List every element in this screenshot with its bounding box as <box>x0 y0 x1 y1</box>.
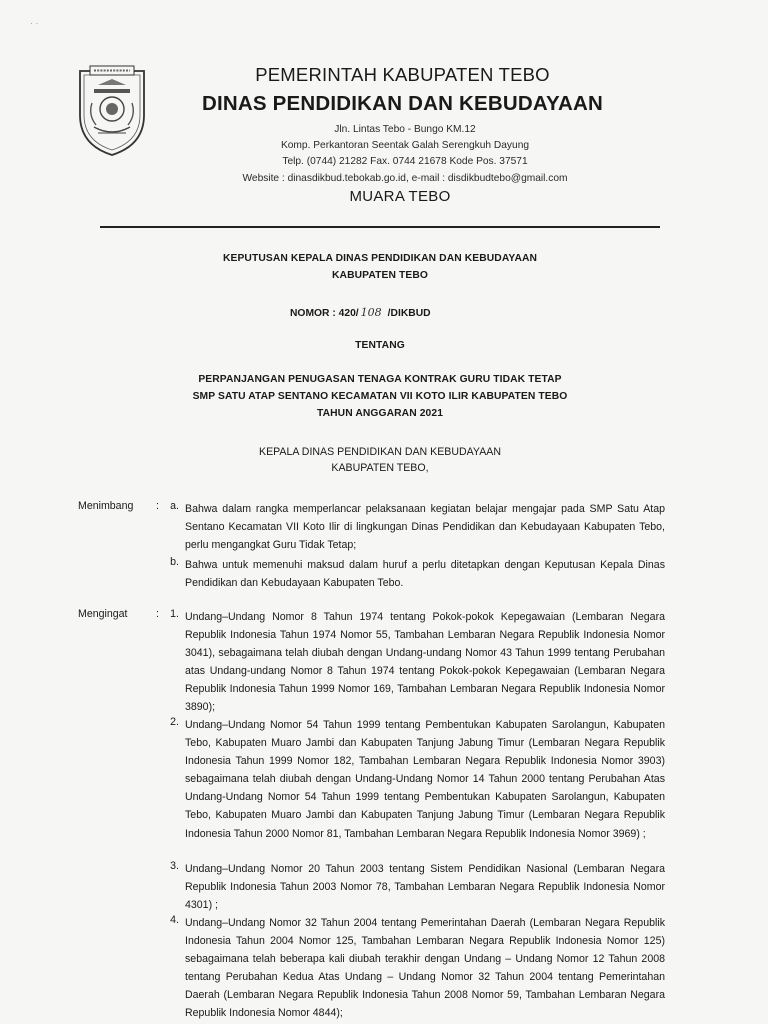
authority-line-1: KEPALA DINAS PENDIDIKAN DAN KEBUDAYAAN <box>259 446 501 458</box>
mengingat-item-num: 1. <box>170 608 179 620</box>
mengingat-item-text: Undang–Undang Nomor 8 Tahun 1974 tentang Pokok-pokok Kepegawaian (Lembaran Negara Republik Indonesia Tahun 1974 Nomor 55, Tambahan Lembaran Negara Republik Indonesia Nomor 3041), sebagaimana telah diubah dengan Undang-undang Nomor 43 Tahun 1999 tentang Perubahan atas Undang-undang Nomor 8 Tahun 1974 tentang Pokok-pokok Kepegawaian (Lembaran Negara Republik Indonesia Tahun 1999 Nomor 169, Tambahan Lembaran Negara Republik Indonesia Nomor 3890); <box>185 611 665 714</box>
decree-title-line-2: KABUPATEN TEBO <box>332 270 428 281</box>
office-name: DINAS PENDIDIKAN DAN KEBUDAYAAN <box>201 92 604 115</box>
menimbang-item-text: Bahwa dalam rangka memperlancar pelaksanaan kegiatan belajar mengajar pada SMP Satu Atap Sentano Kecamatan VII Koto Ilir di lingkungan Dinas Pendidikan dan Kebudayaan Kabupaten Tebo, perlu mengangkat Guru Tidak Tetap; <box>185 503 665 552</box>
subject-line-1: PERPANJANGAN PENUGASAN TENAGA KONTRAK GURU TIDAK TETAP <box>198 374 562 385</box>
mengingat-item-num: 3. <box>170 860 179 872</box>
authority-line-2: KABUPATEN TEBO, <box>331 462 429 474</box>
address-line-1: Jln. Lintas Tebo - Bungo KM.12 <box>334 124 476 135</box>
menimbang-item-num: a. <box>170 500 179 512</box>
mengingat-item-num: 2. <box>170 716 179 728</box>
menimbang-colon: : <box>156 500 159 512</box>
subject-line-2: SMP SATU ATAP SENTANO KECAMATAN VII KOTO ILIR KABUPATEN TEBO <box>192 391 568 402</box>
menimbang-item-text: Bahwa untuk memenuhi maksud dalam huruf a perlu ditetapkan dengan Keputusan Kepala Dinas Pendidikan dan Kebudayaan Kabupaten Tebo. <box>185 559 665 590</box>
crest-icon <box>74 63 150 159</box>
tentang-heading: TENTANG <box>355 340 405 351</box>
address-line-2: Komp. Perkantoran Seentak Galah Serengkuh Dayung <box>280 140 530 151</box>
decree-number-suffix: /DIKBUD <box>387 308 431 319</box>
mengingat-colon: : <box>156 608 159 620</box>
scan-speck: · · <box>30 18 39 28</box>
mengingat-item-num: 4. <box>170 914 179 926</box>
decree-number-prefix: NOMOR : 420/ <box>290 308 359 319</box>
subject-line-3: TAHUN ANGGARAN 2021 <box>316 408 444 419</box>
decree-number-handwritten: 108 <box>360 306 382 319</box>
mengingat-label: Mengingat <box>78 608 128 620</box>
mengingat-item-text: Undang–Undang Nomor 54 Tahun 1999 tentang Pembentukan Kabupaten Sarolangun, Kabupaten Tebo, Kabupaten Muaro Jambi dan Kabupaten Tanjung Jabung Timur (Lembaran Negara Republik Indonesia Tahun 1999 Nomor 182, Tambahan Lembaran Negara Republik Indonesia Nomor 3903) sebagaimana telah diubah dengan Undang-Undang Nomor 14 Tahun 2000 tentang Perubahan Atas Undang-Undang Nomor 54 Tahun 1999 tentang Pembentukan Kabupaten Sarolangun, Kabupaten Tebo, Kabupaten Muaro Jambi dan Kabupaten Tanjung Jabung Timur (Lembaran Negara Republik Indonesia Tahun 2000 Nomor 81, Tambahan Lembaran Negara Republik Indonesia Nomor 3969) ; <box>185 719 665 840</box>
mengingat-item-text: Undang–Undang Nomor 20 Tahun 2003 tentang Sistem Pendidikan Nasional (Lembaran Negara Republik Indonesia Tahun 2003 Nomor 78, Tambahan Lembaran Negara Republik Indonesia Nomor 4301) ; <box>185 863 665 912</box>
city-name: MUARA TEBO <box>349 188 451 205</box>
decree-number <box>290 306 431 319</box>
decree-title-line-1: KEPUTUSAN KEPALA DINAS PENDIDIKAN DAN KEBUDAYAAN <box>222 253 538 264</box>
menimbang-item-num: b. <box>170 556 179 568</box>
menimbang-label: Menimbang <box>78 500 134 512</box>
government-name: PEMERINTAH KABUPATEN TEBO <box>255 64 550 85</box>
letterhead-rule <box>100 226 660 228</box>
address-line-4: Website : dinasdikbud.tebokab.go.id, e-mail : disdikbudtebo@gmail.com <box>242 173 568 184</box>
address-line-3: Telp. (0744) 21282 Fax. 0744 21678 Kode Pos. 37571 <box>282 156 528 167</box>
mengingat-item-text: Undang–Undang Nomor 32 Tahun 2004 tentang Pemerintahan Daerah (Lembaran Negara Republik Indonesia Tahun 2004 Nomor 125, Tambahan Lembaran Negara Republik Indonesia Nomor 125) sebagaimana telah beberapa kali diubah terakhir dengan Undang – Undang Nomor 12 Tahun 2008 tentang Perubahan Kedua Atas Undang – Undang Nomor 32 Tahun 2004 tentang Pemerintahan Daerah (Lembaran Negara Republik Indonesia Tahun 2008 Nomor 59, Tambahan Lembaran Negara Republik Indonesia Nomor 4844); <box>185 917 665 1020</box>
